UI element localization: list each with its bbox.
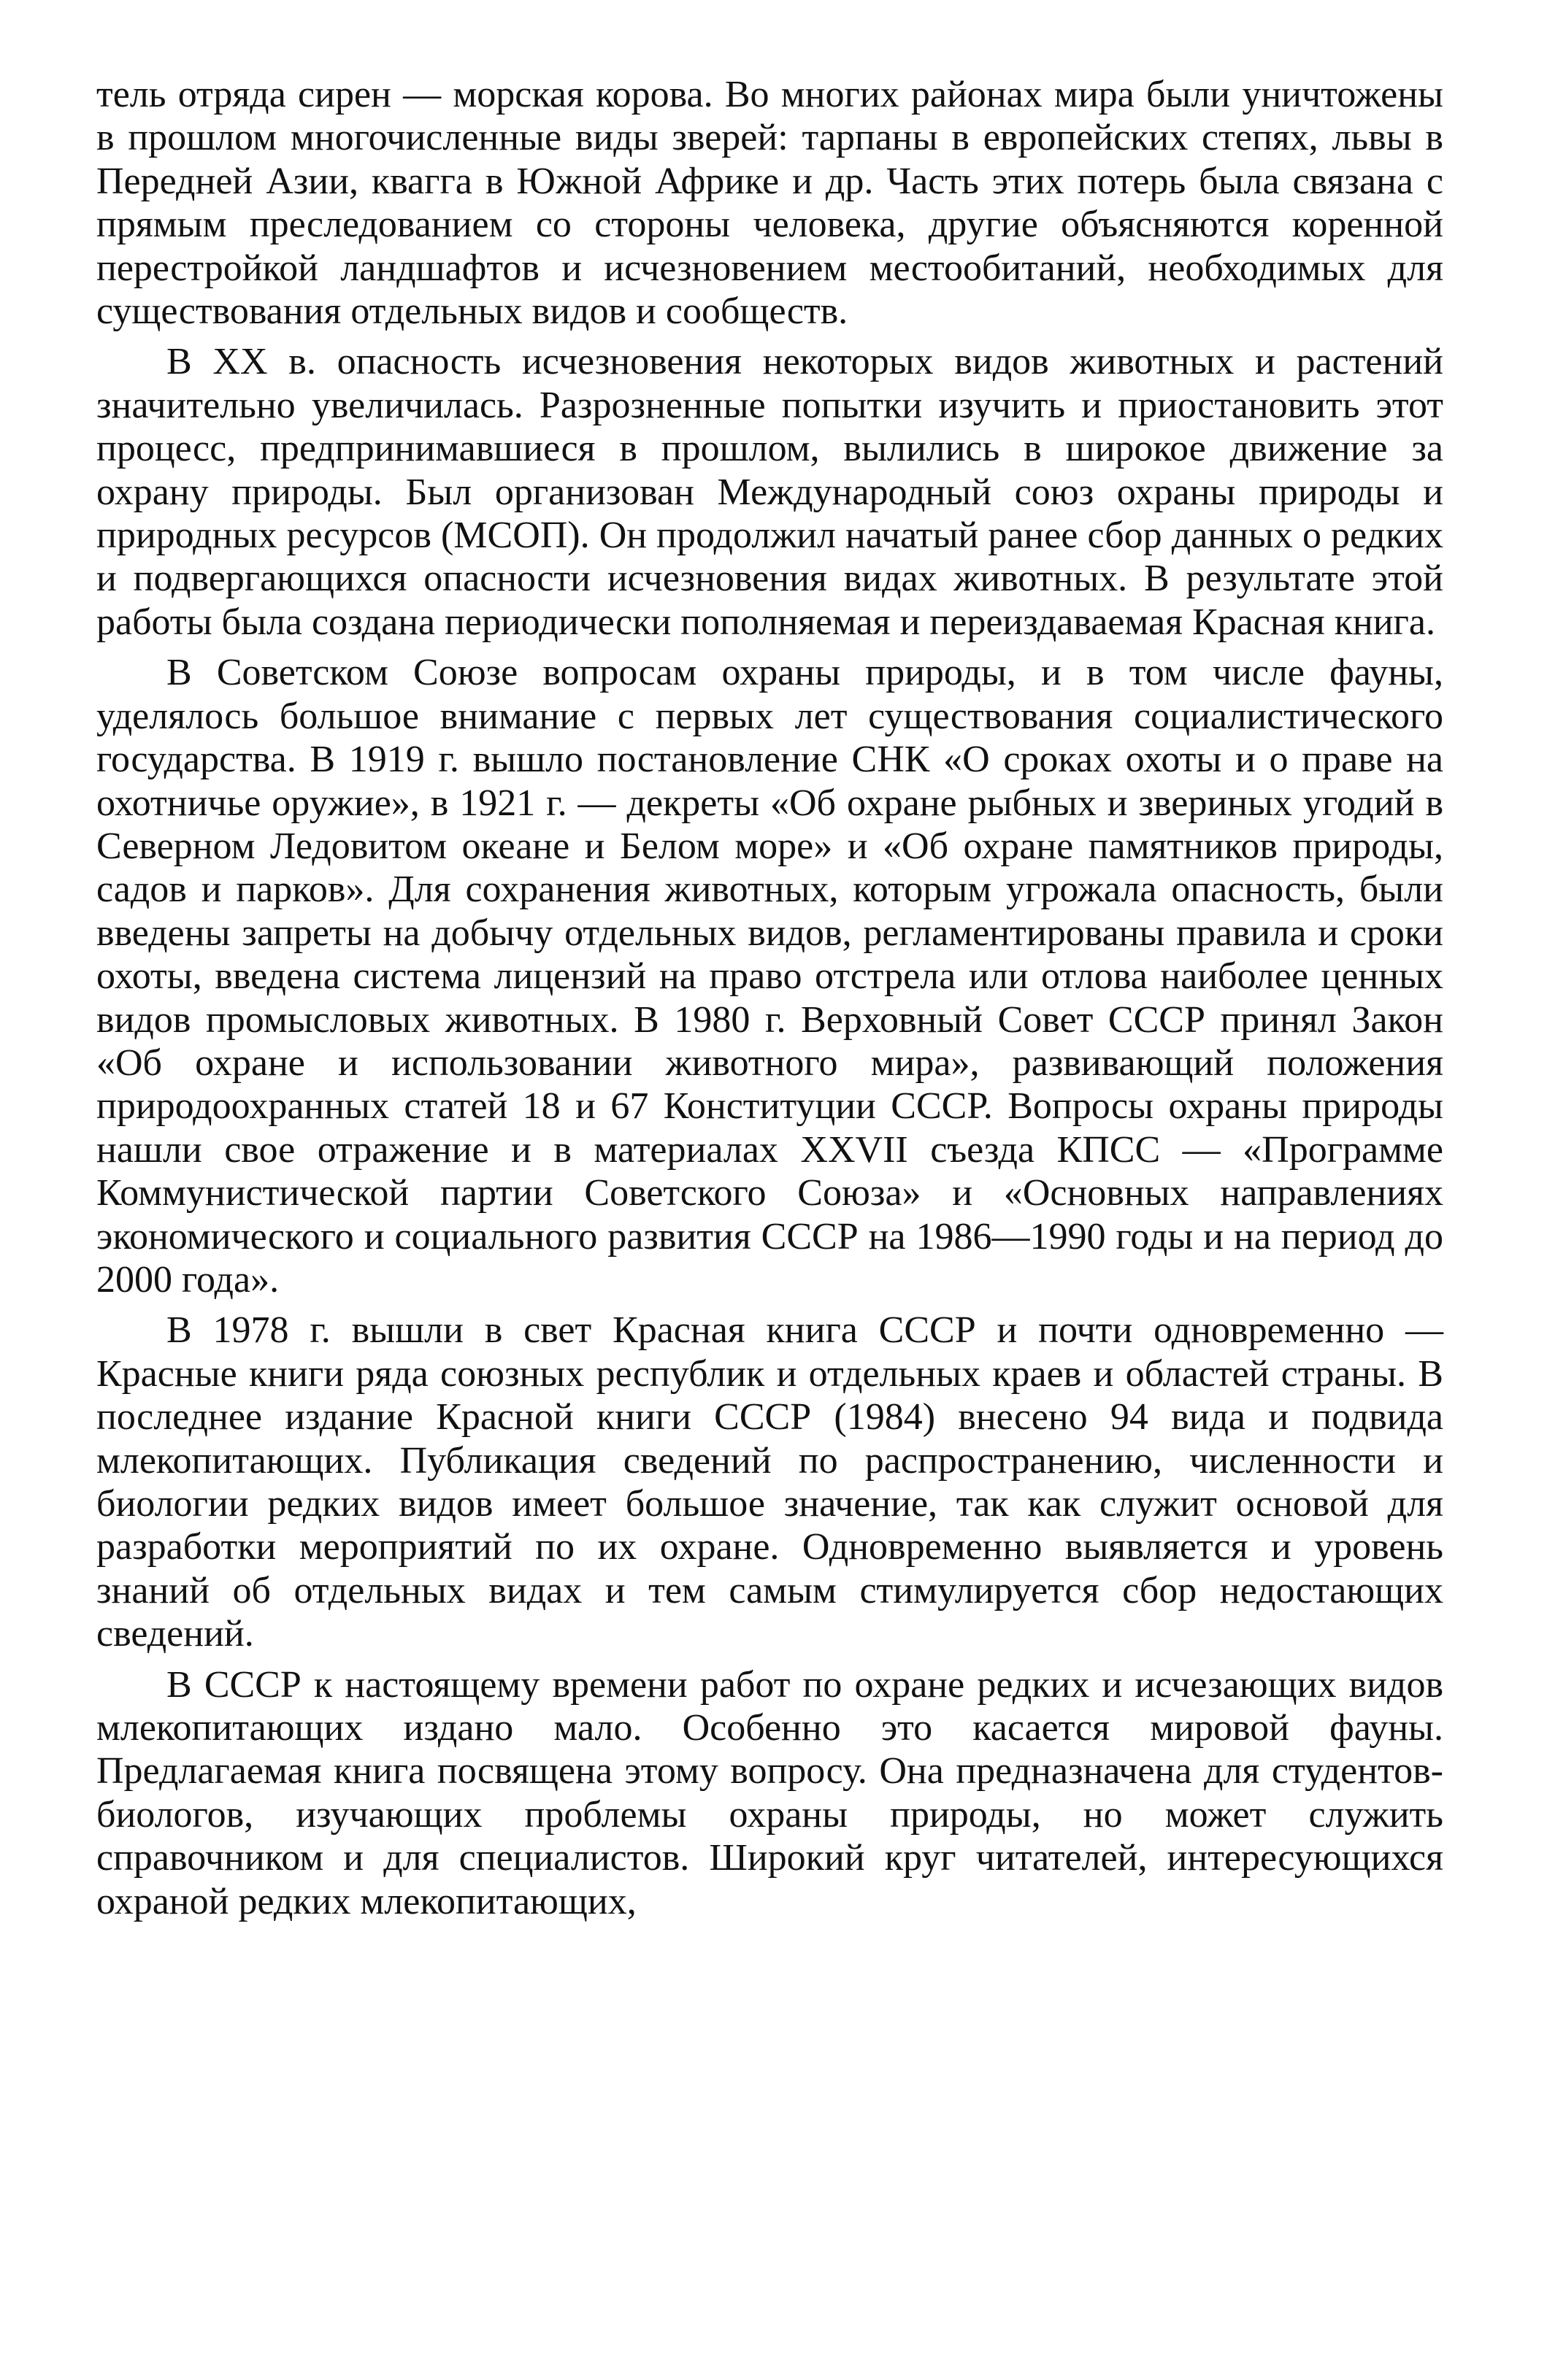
- paragraph-2: В XX в. опасность исчезновения некоторых видов животных и растений значительно увеличилась. Разрозненные попытки изучить и приостановить этот процесс, предпринимавшиеся в прошлом, вылились в широкое движение за охрану природы. Был организован Международный союз охраны природы и природных ресурсов (МСОП). Он продолжил начатый ранее сбор данных о редких и подвергающихся опасности исчезновения видах животных. В результате этой работы была создана периодически пополняемая и переиздаваемая Красная книга.: [96, 341, 1443, 643]
- paragraph-5: В СССР к настоящему времени работ по охране редких и исчезающих видов млекопитающих издано мало. Особенно это касается мировой фауны. Предлагаемая книга посвящена этому вопросу. Она предназначена для студентов-биологов, изучающих проблемы охраны природы, но может служить справочником и для специалистов. Широкий круг читателей, интересующихся охраной редких млекопитающих,: [96, 1663, 1443, 1922]
- paragraph-1: тель отряда сирен — морская корова. Во многих районах мира были уничтожены в прошлом многочисленные виды зверей: тарпаны в европейских степях, львы в Передней Азии, квагга в Южной Африке и др. Часть этих потерь была связана с прямым преследованием со стороны человека, другие объясняются коренной перестройкой ландшафтов и исчезновением местообитаний, необходимых для существования отдельных видов и сообществ.: [96, 74, 1443, 333]
- page-text: [96, 73, 1443, 1923]
- paragraph-4: В 1978 г. вышли в свет Красная книга СССР и почти одновременно — Красные книги ряда союзных республик и отдельных краев и областей страны. В последнее издание Красной книги СССР (1984) внесено 94 вида и подвида млекопитающих. Публикация сведений по распространению, численности и биологии редких видов имеет большое значение, так как служит основой для разработки мероприятий по их охране. Одновременно выявляется и уровень знаний об отдельных видах и тем самым стимулируется сбор недостающих сведений.: [96, 1309, 1443, 1655]
- paragraph-3: В Советском Союзе вопросам охраны природы, и в том числе фауны, уделялось большое внимание с первых лет существования социалистического государства. В 1919 г. вышло постановление СНК «О сроках охоты и о праве на охотничье оружие», в 1921 г. — декреты «Об охране рыбных и звериных угодий в Северном Ледовитом океане и Белом море» и «Об охране памятников природы, садов и парков». Для сохранения животных, которым угрожала опасность, были введены запреты на добычу отдельных видов, регламентированы правила и сроки охоты, введена система лицензий на право отстрела или отлова наиболее ценных видов промысловых животных. В 1980 г. Верховный Совет СССР принял Закон «Об охране и использовании животного мира», развивающий положения природоохранных статей 18 и 67 Конституции СССР. Вопросы охраны природы нашли свое отражение и в материалах XXVII съезда КПСС — «Программе Коммунистической партии Советского Союза» и «Основных направлениях экономического и социального развития СССР на 1986—1990 годы и на период до 2000 года».: [96, 652, 1443, 1301]
